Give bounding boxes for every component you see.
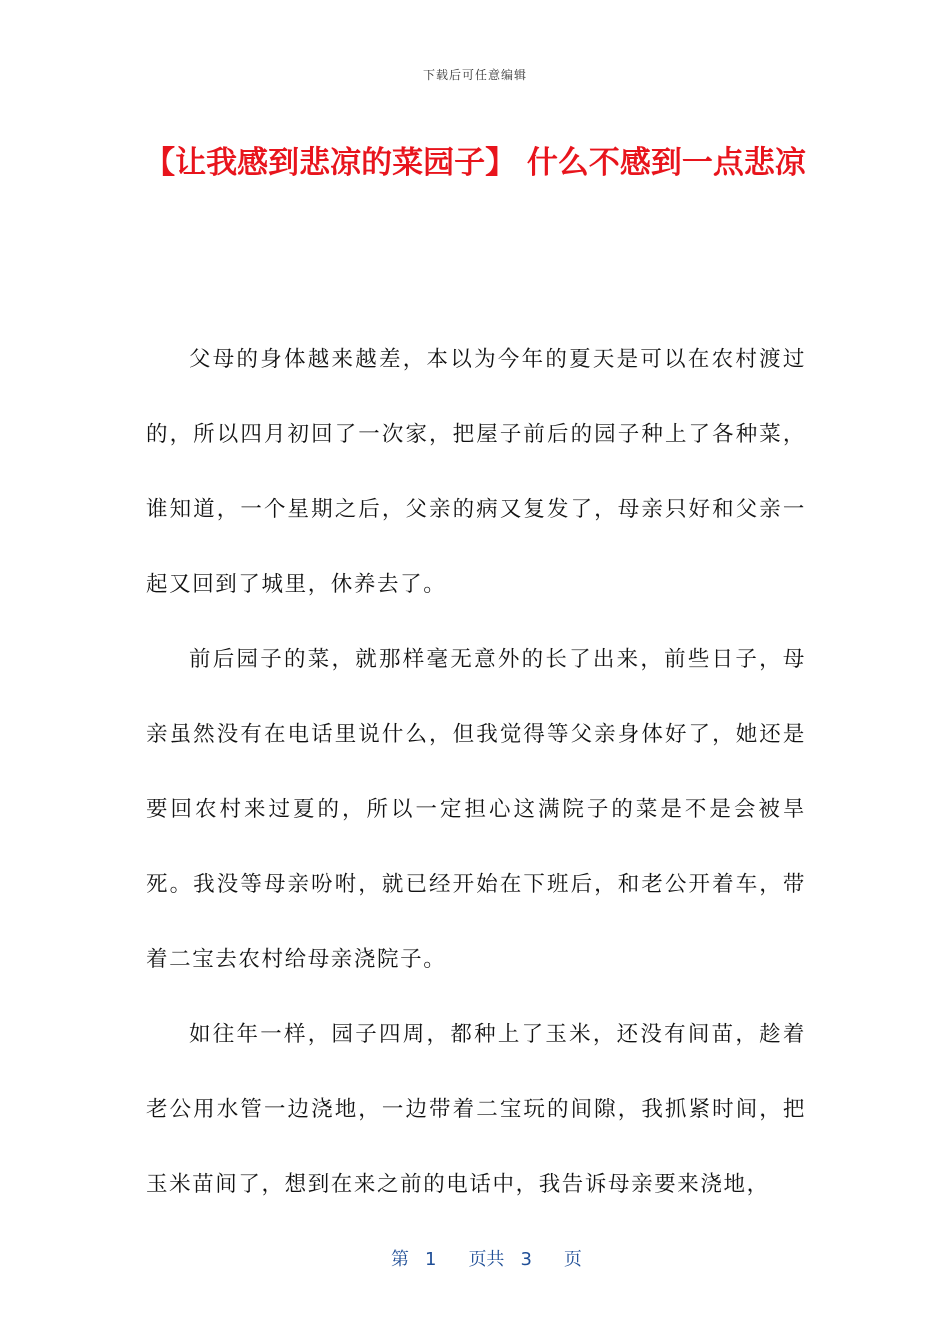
- page-label-prefix: 第: [390, 1249, 409, 1270]
- page-label-suffix: 页: [563, 1249, 582, 1270]
- page-number-footer: [0, 1224, 950, 1292]
- paragraph-2: 前后园子的菜，就那样毫无意外的长了出来，前些日子，母亲虽然没有在电话里说什么，但我觉得等父亲身体好了，她还是要回农村来过夏的，所以一定担心这满院子的菜是不是会被旱死。我没等母亲吩咐，就已经开始在下班后，和老公开着车，带着二宝去农村给母亲浇院子。: [146, 647, 806, 972]
- total-pages-number: 3: [520, 1249, 532, 1270]
- document-body: [146, 322, 806, 1222]
- page-label-middle: 页共: [468, 1249, 505, 1270]
- header-note: 下载后可任意编辑: [422, 68, 527, 82]
- paragraph-3: 如往年一样，园子四周，都种上了玉米，还没有间苗，趁着老公用水管一边浇地，一边带着二宝玩的间隙，我抓紧时间，把玉米苗间了，想到在来之前的电话中，我告诉母亲要来浇地，: [146, 1022, 806, 1197]
- paragraph-1: 父母的身体越来越差，本以为今年的夏天是可以在农村渡过的，所以四月初回了一次家，把屋子前后的园子种上了各种菜，谁知道，一个星期之后，父亲的病又复发了，母亲只好和父亲一起又回到了城里，休养去了。: [146, 347, 806, 597]
- current-page-number: 1: [424, 1249, 437, 1270]
- document-title: 【让我感到悲凉的菜园子】 什么不感到一点悲凉: [144, 145, 806, 181]
